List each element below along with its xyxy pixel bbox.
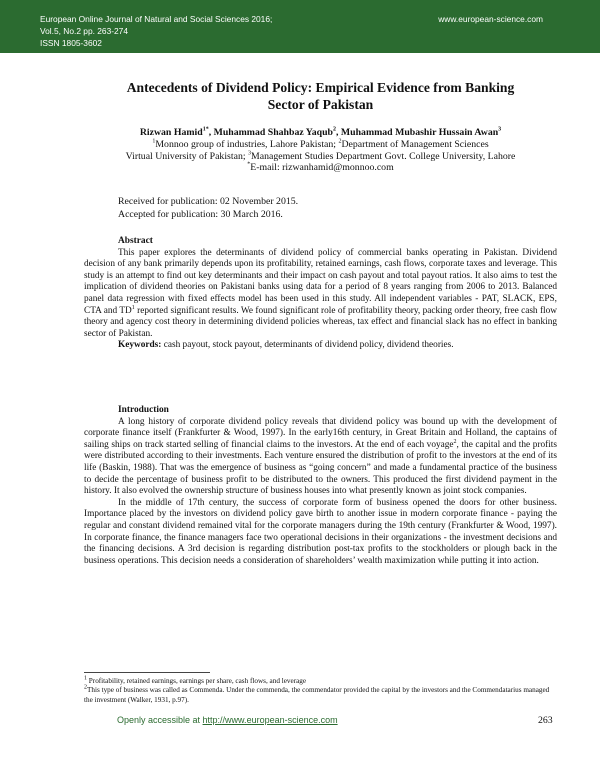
intro-p1-sup: 2 (453, 438, 457, 445)
intro-p1a: A long history of corporate dividend policy reveals that dividend policy was bound up with the development of corporate finance itself (Frankfurter & Wood, 1997). In the early16th century, in Great Britain and Holland, the captains of sailing ships on track started selling of financial claims to the investors. At the end of each voyage (84, 416, 557, 450)
page-footer (117, 715, 338, 725)
keywords (84, 340, 557, 352)
journal-website[interactable]: www.european-science.com (438, 14, 543, 24)
abstract-text-2: reported significant results. We found significant role of profitability theory, packing order theory, free cash flow theory and agency cost theory in determining dividend policies whereas, tax effect and financial slack has no effect in banking sector of Pakistan. (84, 305, 557, 339)
footnote-divider (84, 672, 210, 673)
intro-paragraph-2: In the middle of 17th century, the success of corporate form of business opened the doors for other business. Importance placed by the investors on dividend policy gave birth to another issue in modern corporate finance - paying the regular and constant dividend remained vital for the corporate managers during the 19th century (Frankfurter & Wood, 1997). In corporate finance, the finance managers face two operational decisions in their organizations - the investment decisions and the financing decisions. A 3rd decision is regarding distribution post-tax profits to the stockholders or plough back in the business operations. This decision needs a consideration of shareholders’ wealth maximization while putting it into action. (84, 497, 557, 566)
intro-p1b: , the capital and the profits were distributed according to their investments. Each venture ensured the distribution of profit to the investors at the end of its life (Baskin, 1988). That was the emergence of business as “going concern” and made a fundamental practice of the business to decide the percentage of business profit to be distributed to the owners. This produced the first dividend payment in the history. It also evolved the ownership structure of business houses into what presently known as joint stock companies. (84, 439, 557, 497)
author-1-sup: 1* (202, 126, 209, 133)
footnotes (84, 677, 557, 705)
keywords-text: cash payout, stock payout, determinants of dividend policy, dividend theories. (161, 340, 454, 351)
email-link[interactable]: E-mail: rizwanhamid@monnoo.com (250, 162, 394, 174)
journal-header (0, 0, 600, 53)
journal-issn: ISSN 1805-3602 (40, 38, 102, 48)
aff2-sup: 2 (338, 138, 342, 145)
publication-dates (118, 195, 298, 221)
aff1-sup: 1 (152, 138, 156, 145)
footnote-2 (84, 686, 557, 705)
author-2: , Muhammad Shahbaz Yaqub (208, 127, 334, 138)
author-block (84, 127, 557, 174)
article-title (84, 79, 557, 113)
title-line-2: Sector of Pakistan (267, 97, 374, 112)
introduction-section (84, 405, 557, 567)
received-date: Received for publication: 02 November 2015. (118, 196, 299, 207)
author-3-sup: 3 (498, 126, 502, 133)
footnote-2-sup: 2 (84, 685, 87, 692)
affiliation-line-1 (84, 139, 557, 151)
journal-volume: Vol.5, No.2 pp. 263-274 (40, 26, 129, 36)
aff2b: Virtual University of Pakistan; (125, 150, 249, 162)
email-sup: * (247, 162, 251, 169)
footnote-1-sup: 1 (84, 675, 87, 682)
author-email (84, 162, 557, 174)
aff3-sup: 3 (248, 150, 252, 157)
page-number: 263 (538, 715, 553, 726)
aff2: Department of Management Sciences (341, 138, 489, 150)
aff3: Management Studies Department Govt. College University, Lahore (251, 150, 516, 162)
author-2-sup: 2 (333, 126, 337, 133)
title-line-1: Antecedents of Dividend Policy: Empirical Evidence from Banking (126, 80, 515, 95)
author-3: , Muhammad Mubashir Hussain Awan (336, 127, 499, 138)
abstract-section (84, 236, 557, 352)
author-names (84, 127, 557, 139)
abstract-text-1: This paper explores the determinants of dividend policy of commercial banks operating in Pakistan. Dividend decision of any bank primarily depends upon its profitability, retained earnings, cash flows, corporate taxes and leverage. This study is an attempt to find out key determinants and their impact on cash payout and total payout ratios. It also aims to test the implication of dividend theories on Pakistani banks using data for a period of 8 years ranging from 2006 to 2013. Balanced panel data regression with fixed effects model has been used in this study. All independent variables - PAT, SLACK, EPS, CTA and TD (84, 247, 557, 316)
footnote-1 (84, 677, 557, 686)
affiliation-line-2 (84, 151, 557, 163)
author-1: Rizwan Hamid (139, 127, 203, 138)
footnote-2-text: This type of business was called as Commenda. Under the commenda, the commendator provided the capital by the investors and the Commendatarius managed the investment (Walker, 1931, p.97). (84, 686, 550, 704)
abstract-text (84, 248, 557, 341)
footer-link[interactable]: http://www.european-science.com (202, 715, 338, 725)
footer-prefix: Openly accessible at (117, 715, 203, 725)
introduction-heading: Introduction (118, 405, 169, 415)
intro-paragraph-1 (84, 417, 557, 498)
abstract-sup: 1 (131, 304, 135, 311)
abstract-heading: Abstract (118, 236, 153, 246)
journal-name: European Online Journal of Natural and Social Sciences 2016; (40, 14, 273, 24)
accepted-date: Accepted for publication: 30 March 2016. (118, 209, 283, 220)
footnote-1-text: Profitability, retained earnings, earnings per share, cash flows, and leverage (87, 677, 307, 685)
keywords-label: Keywords: (118, 340, 162, 351)
aff1: Monnoo group of industries, Lahore Pakistan; (155, 138, 339, 150)
